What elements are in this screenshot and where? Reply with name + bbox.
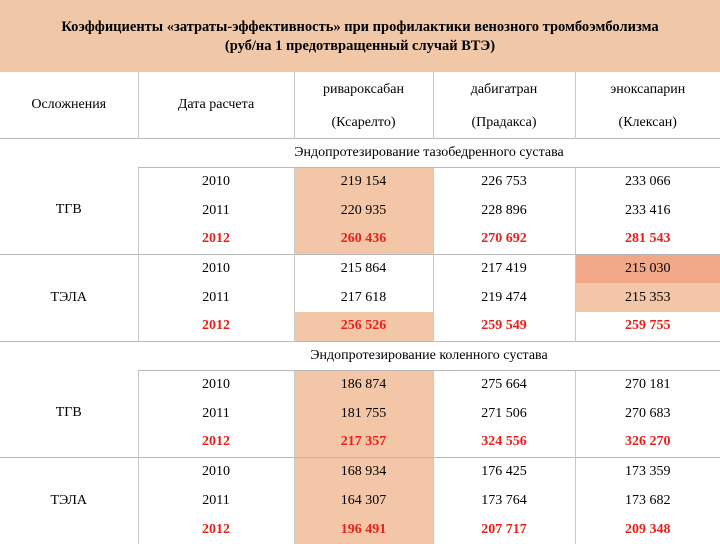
section-spacer xyxy=(0,138,138,167)
section-title-hip: Эндопротезирование тазобедренного сустава xyxy=(138,138,720,167)
header-drug1-brand: (Ксарелто) xyxy=(294,108,433,138)
table-row xyxy=(0,370,720,399)
value-cell: 207 717 xyxy=(433,515,575,544)
value-cell: 217 618 xyxy=(294,283,433,312)
value-cell: 215 030 xyxy=(575,254,720,283)
table-row xyxy=(0,457,720,486)
title-line-2: (руб/на 1 предотвращенный случай ВТЭ) xyxy=(224,38,496,54)
year-cell: 2010 xyxy=(138,370,294,399)
year-cell: 2011 xyxy=(138,283,294,312)
value-cell: 270 181 xyxy=(575,370,720,399)
header-drug3-name: эноксапарин xyxy=(575,72,720,108)
section-title-knee: Эндопротезирование коленного сустава xyxy=(138,341,720,370)
value-cell: 181 755 xyxy=(294,399,433,428)
header-drug2-name: дабигатран xyxy=(433,72,575,108)
header-drug1-name: ривароксабан xyxy=(294,72,433,108)
value-cell: 260 436 xyxy=(294,225,433,254)
value-cell: 275 664 xyxy=(433,370,575,399)
year-cell: 2011 xyxy=(138,399,294,428)
value-cell: 228 896 xyxy=(433,196,575,225)
value-cell: 164 307 xyxy=(294,486,433,515)
year-cell: 2010 xyxy=(138,457,294,486)
value-cell: 217 419 xyxy=(433,254,575,283)
header-complication: Осложнения xyxy=(31,96,107,112)
complication-label: ТГВ xyxy=(55,202,82,218)
value-cell: 226 753 xyxy=(433,167,575,196)
year-cell: 2011 xyxy=(138,486,294,515)
year-cell: 2010 xyxy=(138,167,294,196)
year-cell: 2012 xyxy=(138,428,294,457)
table-row xyxy=(0,167,720,196)
header-date: Дата расчета xyxy=(138,72,294,138)
section-row-hip xyxy=(0,138,720,167)
value-cell: 215 864 xyxy=(294,254,433,283)
value-cell: 259 755 xyxy=(575,312,720,341)
section-spacer xyxy=(0,341,138,370)
title-line-1: Коэффициенты «затраты-эффективность» при профилактики венозного тромбоэмболизма xyxy=(61,19,659,35)
year-cell: 2010 xyxy=(138,254,294,283)
table-row xyxy=(0,254,720,283)
value-cell: 324 556 xyxy=(433,428,575,457)
value-cell: 173 682 xyxy=(575,486,720,515)
value-cell: 186 874 xyxy=(294,370,433,399)
header-drug2-brand: (Прадакса) xyxy=(433,108,575,138)
year-cell: 2012 xyxy=(138,515,294,544)
value-cell: 233 416 xyxy=(575,196,720,225)
value-cell: 233 066 xyxy=(575,167,720,196)
value-cell: 196 491 xyxy=(294,515,433,544)
complication-label: ТЭЛА xyxy=(0,254,138,341)
value-cell: 281 543 xyxy=(575,225,720,254)
year-cell: 2011 xyxy=(138,196,294,225)
value-cell: 215 353 xyxy=(575,283,720,312)
value-cell: 220 935 xyxy=(294,196,433,225)
cost-effectiveness-table xyxy=(0,72,720,544)
value-cell: 326 270 xyxy=(575,428,720,457)
header-row-1 xyxy=(0,72,720,108)
value-cell: 168 934 xyxy=(294,457,433,486)
value-cell: 176 425 xyxy=(433,457,575,486)
value-cell: 271 506 xyxy=(433,399,575,428)
year-cell: 2012 xyxy=(138,312,294,341)
value-cell: 219 474 xyxy=(433,283,575,312)
value-cell: 270 683 xyxy=(575,399,720,428)
value-cell: 259 549 xyxy=(433,312,575,341)
value-cell: 173 764 xyxy=(433,486,575,515)
value-cell: 270 692 xyxy=(433,225,575,254)
complication-label: ТГВ xyxy=(55,405,82,421)
year-cell: 2012 xyxy=(138,225,294,254)
value-cell: 256 526 xyxy=(294,312,433,341)
value-cell: 209 348 xyxy=(575,515,720,544)
value-cell: 217 357 xyxy=(294,428,433,457)
complication-label: ТЭЛА xyxy=(0,457,138,544)
section-row-knee xyxy=(0,341,720,370)
value-cell: 219 154 xyxy=(294,167,433,196)
header-drug3-brand: (Клексан) xyxy=(575,108,720,138)
value-cell: 173 359 xyxy=(575,457,720,486)
title-banner xyxy=(0,0,720,72)
